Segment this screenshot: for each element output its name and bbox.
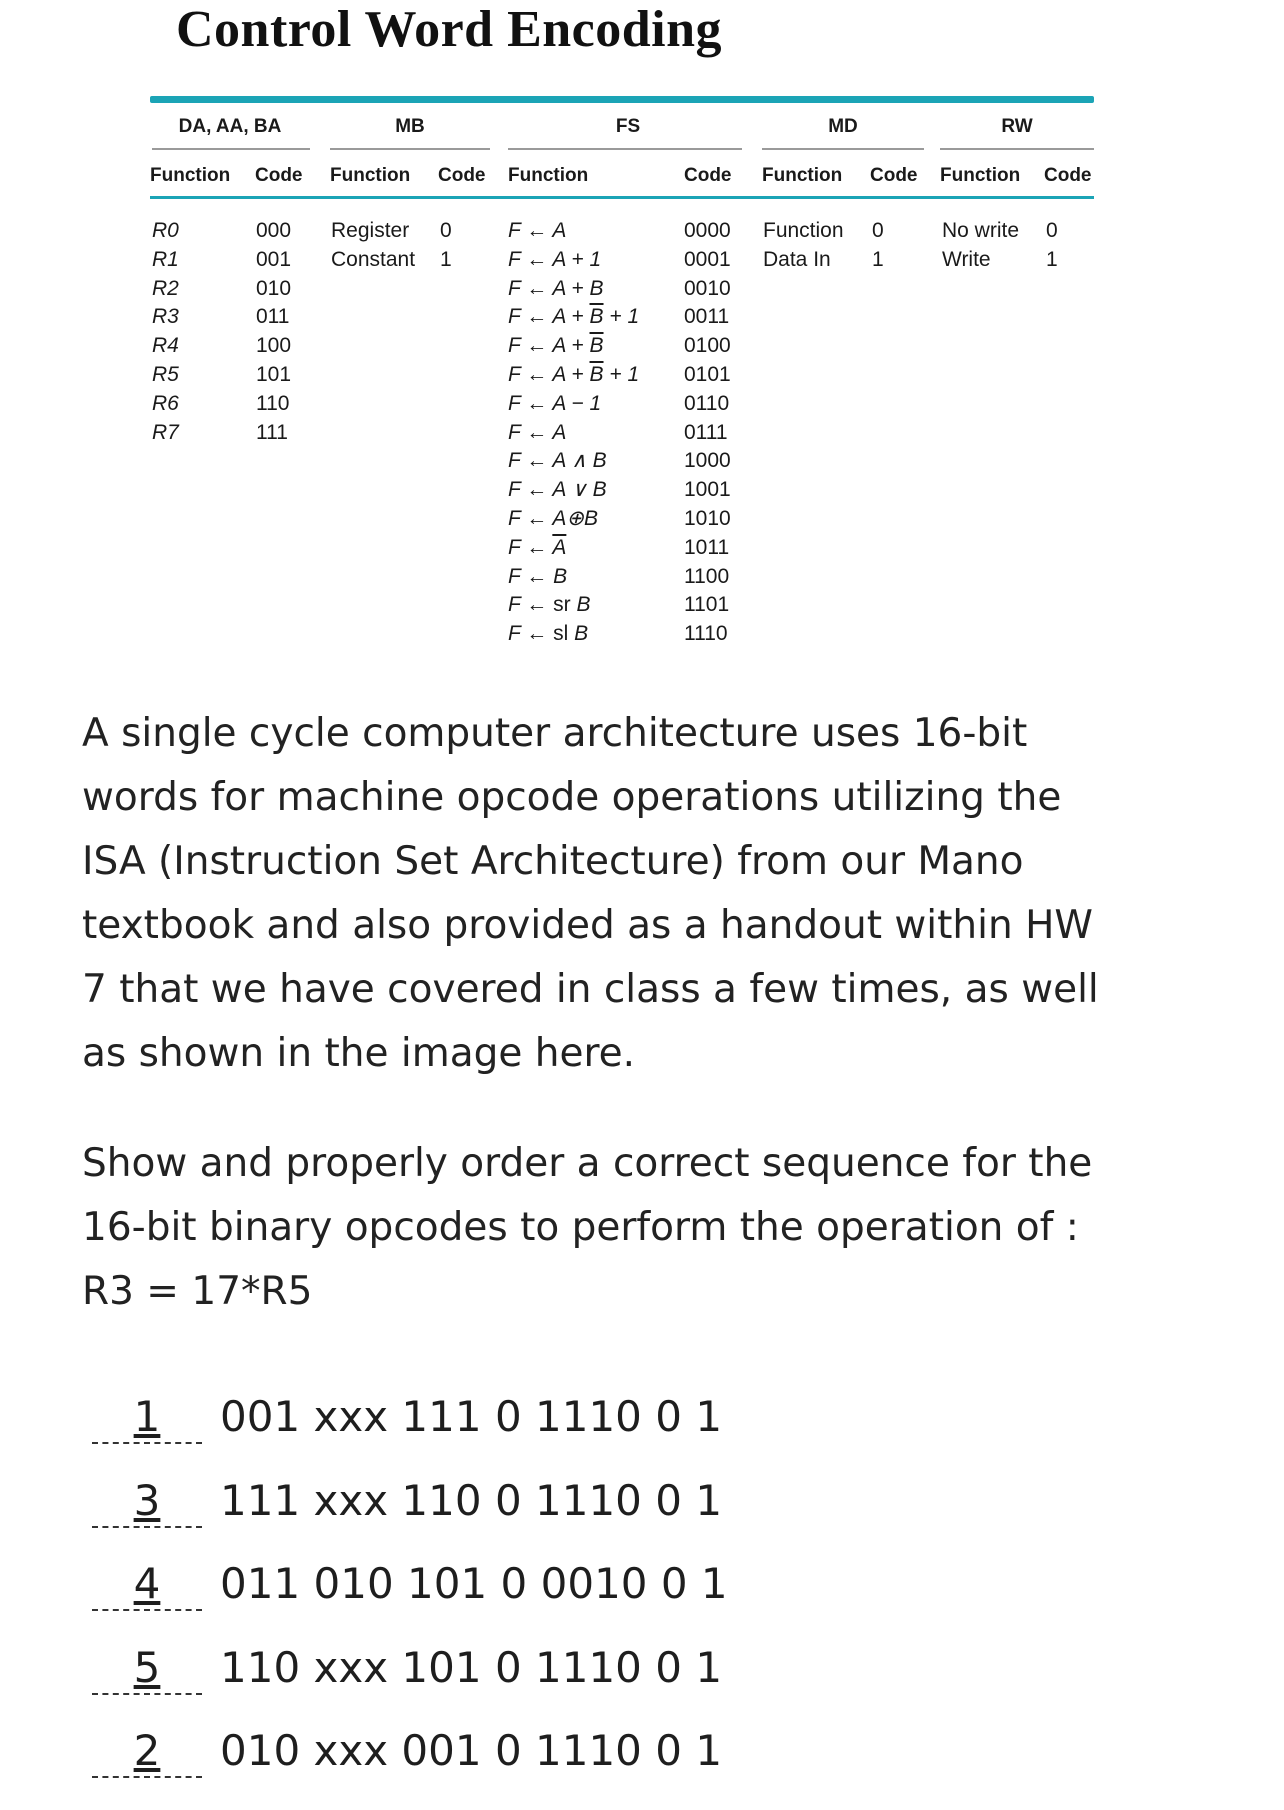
sequence-item xyxy=(92,1392,728,1476)
group-header-registers: DA, AA, BA xyxy=(178,116,282,137)
fs-function: F ← A ∧ B xyxy=(508,449,607,473)
group-rule-md xyxy=(762,148,924,150)
register-function: R2 xyxy=(152,276,179,300)
paragraph-line: 7 that we have covered in class a few times, as well xyxy=(82,967,1099,1012)
group-header-md: MD xyxy=(828,116,858,137)
fs-code: 1001 xyxy=(684,478,731,502)
paragraph-line: ISA (Instruction Set Architecture) from our Mano xyxy=(82,839,1024,884)
md-function-column xyxy=(763,217,844,275)
rw-function: No write xyxy=(942,219,1020,242)
fs-code: 1000 xyxy=(684,449,731,473)
fs-code: 0101 xyxy=(684,362,731,386)
order-blank[interactable]: 4 xyxy=(92,1559,202,1611)
group-header-fs: FS xyxy=(615,116,641,137)
fs-function: F ← A + 1 xyxy=(508,247,602,271)
col-header-mb-code: Code xyxy=(438,165,486,186)
fs-code: 1100 xyxy=(684,564,730,588)
sequence-item xyxy=(92,1643,728,1727)
md-function: Function xyxy=(763,219,844,242)
md-code-column xyxy=(872,217,884,275)
fs-function: F ← A⊕B xyxy=(508,506,598,530)
mb-function-column xyxy=(331,217,415,275)
fs-function: F ← $A + \overline{B}$ xyxy=(508,334,604,358)
rw-function: Write xyxy=(942,247,991,271)
rw-code-column xyxy=(1046,217,1058,275)
sequence-item xyxy=(92,1726,728,1810)
registers-function-column xyxy=(152,217,179,447)
mb-code: 1 xyxy=(440,247,452,271)
group-rule-fs xyxy=(508,148,742,150)
fs-function: F ← B xyxy=(508,564,568,588)
group-rule-rw xyxy=(940,148,1094,150)
opcode-text: 011 010 101 0 0010 0 1 xyxy=(220,1559,728,1608)
order-blank[interactable]: 5 xyxy=(92,1643,202,1695)
fs-function: F ← $A + \overline{B} + 1$ xyxy=(508,305,640,329)
opcode-text: 010 xxx 001 0 1110 0 1 xyxy=(220,1726,723,1775)
rw-code: 1 xyxy=(1046,247,1058,271)
register-code: 011 xyxy=(256,305,290,329)
group-rule-mb xyxy=(330,148,490,150)
register-code: 111 xyxy=(256,420,288,444)
paragraph-line: A single cycle computer architecture uses 16-bit xyxy=(82,711,1028,756)
register-function: R0 xyxy=(152,219,179,242)
register-function: R4 xyxy=(152,334,179,358)
task-paragraph xyxy=(82,1132,1092,1324)
register-code: 010 xyxy=(256,276,292,300)
fs-function: F ← A − 1 xyxy=(508,391,602,415)
register-code: 101 xyxy=(256,362,292,386)
opcode-text: 110 xxx 101 0 1110 0 1 xyxy=(220,1642,723,1692)
fs-code: 0100 xyxy=(684,334,731,358)
register-function: R5 xyxy=(152,362,179,386)
fs-code: 1110 xyxy=(684,622,728,646)
fs-code: 0000 xyxy=(684,219,731,242)
table-header-rule xyxy=(150,196,1094,199)
col-header-fs-code: Code xyxy=(684,165,732,186)
md-function: Data In xyxy=(763,247,831,271)
fs-function: F ← $\overline{A}$ xyxy=(508,535,567,559)
opcode-text: 111 xxx 110 0 1110 0 1 xyxy=(220,1475,723,1525)
fs-code: 1011 xyxy=(684,535,730,559)
group-header-mb: MB xyxy=(395,116,425,137)
fs-code: 0110 xyxy=(684,391,730,415)
question-paragraph xyxy=(82,702,1099,1086)
fs-code-column xyxy=(684,217,731,649)
fs-function: F ← A xyxy=(508,420,567,444)
order-blank[interactable]: 2 xyxy=(92,1726,202,1778)
fs-function: F ← A xyxy=(508,219,567,242)
register-code: 000 xyxy=(256,219,292,242)
md-code: 0 xyxy=(872,219,884,242)
col-header-reg-code: Code xyxy=(255,165,303,186)
order-blank[interactable]: 1 xyxy=(92,1392,202,1444)
fs-function: F ← $A + \overline{B} + 1$ xyxy=(508,362,640,386)
fs-code: 0011 xyxy=(684,305,730,329)
mb-code-column xyxy=(440,217,452,275)
fs-code: 0001 xyxy=(684,247,731,271)
table-top-bar xyxy=(150,96,1094,103)
sequence-item xyxy=(92,1559,728,1643)
register-function: R7 xyxy=(152,420,179,444)
fs-function: F ← A + B xyxy=(508,276,604,300)
col-header-mb-function: Function xyxy=(330,165,411,186)
register-function: R3 xyxy=(152,305,179,329)
mb-code: 0 xyxy=(440,219,452,242)
fs-function: F ← sr B xyxy=(508,593,591,617)
register-function: R6 xyxy=(152,391,179,415)
fs-code: 1101 xyxy=(684,593,730,617)
fs-function-column xyxy=(508,217,639,649)
paragraph-line: textbook and also provided as a handout within HW xyxy=(82,903,1093,948)
paragraph-line: 16-bit binary opcodes to perform the operation of : xyxy=(82,1205,1079,1250)
fs-code: 1010 xyxy=(684,506,731,530)
paragraph-line: as shown in the image here. xyxy=(82,1031,636,1076)
register-code: 110 xyxy=(256,391,290,415)
fs-code: 0010 xyxy=(684,276,731,300)
col-header-md-function: Function xyxy=(762,165,843,186)
col-header-reg-function: Function xyxy=(150,165,231,186)
register-function: R1 xyxy=(152,247,179,271)
fs-function: F ← sl B xyxy=(508,622,589,646)
opcode-sequence xyxy=(92,1392,728,1810)
rw-function-column xyxy=(942,217,1019,275)
order-blank[interactable]: 3 xyxy=(92,1476,202,1528)
mb-function: Constant xyxy=(331,247,416,271)
md-code: 1 xyxy=(872,247,884,271)
page-title: Control Word Encoding xyxy=(176,1,723,58)
paragraph-line: Show and properly order a correct sequence for the xyxy=(82,1141,1093,1186)
group-header-rw: RW xyxy=(1001,116,1033,137)
opcode-text: 001 xxx 111 0 1110 0 1 xyxy=(220,1392,723,1441)
fs-function: F ← A ∨ B xyxy=(508,478,607,502)
rw-code: 0 xyxy=(1046,219,1058,242)
register-code: 100 xyxy=(256,334,292,358)
sequence-item xyxy=(92,1476,728,1560)
fs-code: 0111 xyxy=(684,420,728,444)
register-code: 001 xyxy=(256,247,292,271)
paragraph-line: R3 = 17*R5 xyxy=(82,1269,313,1314)
paragraph-line: words for machine opcode operations utilizing the xyxy=(82,775,1062,820)
col-header-md-code: Code xyxy=(870,165,918,186)
registers-code-column xyxy=(256,217,291,447)
col-header-rw-code: Code xyxy=(1044,165,1092,186)
col-header-fs-function: Function xyxy=(508,165,589,186)
group-rule-registers xyxy=(152,148,310,150)
mb-function: Register xyxy=(331,219,410,242)
col-header-rw-function: Function xyxy=(940,165,1021,186)
